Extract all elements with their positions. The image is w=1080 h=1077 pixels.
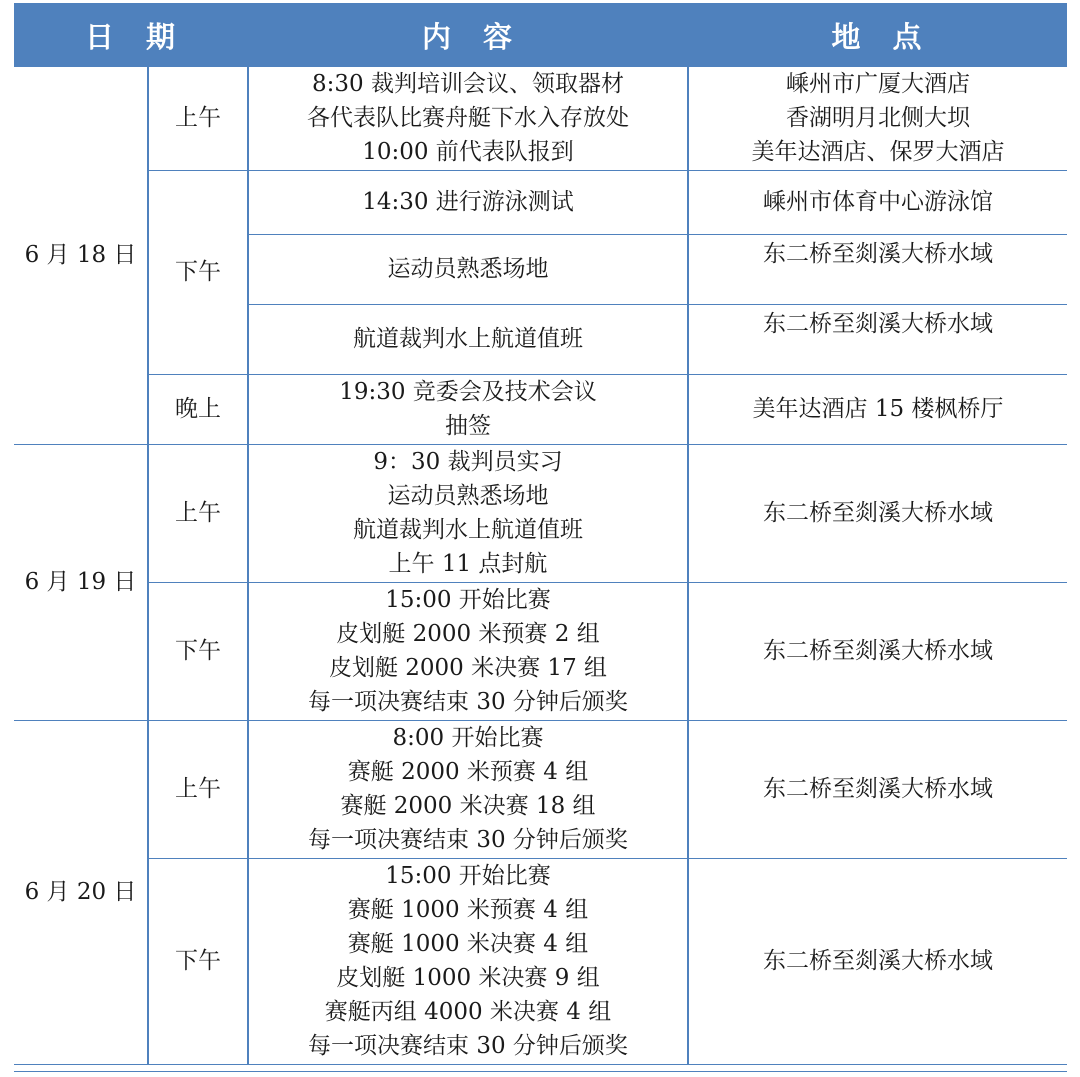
location-cell: [688, 858, 1067, 1064]
cell-line: 上午 11 点封航: [388, 551, 548, 577]
location-cell: [688, 67, 1067, 170]
table-row: [14, 67, 1067, 170]
table-row: [14, 444, 1067, 582]
date-cell: 6 月 19 日: [14, 444, 148, 720]
period-cell: 下午: [148, 170, 248, 374]
cell-line: 东二桥至剡溪大桥水域: [763, 948, 993, 974]
content-cell: [248, 720, 688, 858]
cell-line: 香湖明月北侧大坝: [786, 105, 970, 132]
content-cell: [248, 304, 688, 374]
period-cell: 上午: [148, 444, 248, 582]
location-cell: [688, 444, 1067, 582]
cell-line: 皮划艇 2000 米预赛 2 组: [336, 621, 600, 647]
content-cell: [248, 67, 688, 170]
table-row: [14, 170, 1067, 234]
cell-line: 航道裁判水上航道值班: [353, 517, 583, 543]
cell-line: 15:00 开始比赛: [385, 587, 551, 613]
content-cell: [248, 374, 688, 444]
table-row: [14, 720, 1067, 858]
schedule-table: [14, 3, 1067, 1065]
cell-line: 15:00 开始比赛: [385, 863, 551, 889]
cell-line: 各代表队比赛舟艇下水入存放处: [307, 105, 629, 132]
location-cell: [688, 720, 1067, 858]
cell-line: 美年达酒店、保罗大酒店: [751, 139, 1005, 166]
period-cell: 下午: [148, 582, 248, 720]
table-row: [14, 858, 1067, 1064]
period-cell: 上午: [148, 720, 248, 858]
cell-line: 赛艇丙组 4000 米决赛 4 组: [324, 999, 612, 1025]
cell-line: 东二桥至剡溪大桥水域: [763, 638, 993, 664]
location-cell: [688, 374, 1067, 444]
header-location: 地 点: [688, 3, 1067, 67]
table-bottom-border: [14, 1071, 1067, 1072]
header-content: 内 容: [248, 3, 688, 67]
table-body: [14, 67, 1067, 1064]
cell-line: 每一项决赛结束 30 分钟后颁奖: [308, 1033, 628, 1059]
cell-line: 19:30 竞委会及技术会议: [339, 379, 597, 405]
cell-line: 美年达酒店 15 楼枫桥厅: [752, 396, 1004, 422]
cell-line: 赛艇 1000 米预赛 4 组: [347, 897, 589, 923]
cell-line: 嵊州市广厦大酒店: [786, 71, 970, 98]
cell-line: 航道裁判水上航道值班: [353, 326, 583, 352]
cell-line: 东二桥至剡溪大桥水域: [763, 240, 993, 267]
cell-line: 10:00 前代表队报到: [362, 139, 574, 166]
date-cell: 6 月 18 日: [14, 67, 148, 444]
cell-line: 8:00 开始比赛: [392, 725, 544, 751]
cell-line: 每一项决赛结束 30 分钟后颁奖: [308, 827, 628, 853]
header-row: [14, 3, 1067, 67]
cell-line: 9：30 裁判员实习: [373, 449, 563, 475]
table-row: [14, 582, 1067, 720]
date-cell: 6 月 20 日: [14, 720, 148, 1064]
content-cell: [248, 858, 688, 1064]
cell-line: 赛艇 2000 米决赛 18 组: [340, 793, 596, 819]
cell-line: 东二桥至剡溪大桥水域: [763, 776, 993, 802]
cell-line: 嵊州市体育中心游泳馆: [763, 189, 993, 215]
cell-line: 14:30 进行游泳测试: [362, 189, 574, 215]
cell-line: 赛艇 1000 米决赛 4 组: [347, 931, 589, 957]
cell-line: 8:30 裁判培训会议、领取器材: [312, 71, 624, 98]
period-cell: 上午: [148, 67, 248, 170]
location-cell: [688, 304, 1067, 374]
period-cell: 晚上: [148, 374, 248, 444]
location-cell: [688, 170, 1067, 234]
cell-line: 皮划艇 2000 米决赛 17 组: [328, 655, 608, 681]
cell-line: 东二桥至剡溪大桥水域: [763, 500, 993, 526]
table-header: [14, 3, 1067, 67]
content-cell: [248, 582, 688, 720]
location-cell: [688, 234, 1067, 304]
table-row: [14, 374, 1067, 444]
cell-line: 皮划艇 1000 米决赛 9 组: [336, 965, 600, 991]
cell-line: 东二桥至剡溪大桥水域: [763, 310, 993, 337]
cell-line: 抽签: [445, 413, 491, 439]
header-date: 日 期: [14, 3, 248, 67]
period-cell: 下午: [148, 858, 248, 1064]
cell-line: 运动员熟悉场地: [387, 256, 549, 282]
cell-line: 赛艇 2000 米预赛 4 组: [347, 759, 589, 785]
content-cell: [248, 170, 688, 234]
cell-line: 运动员熟悉场地: [387, 483, 549, 509]
content-cell: [248, 234, 688, 304]
cell-line: 每一项决赛结束 30 分钟后颁奖: [308, 689, 628, 715]
location-cell: [688, 582, 1067, 720]
content-cell: [248, 444, 688, 582]
